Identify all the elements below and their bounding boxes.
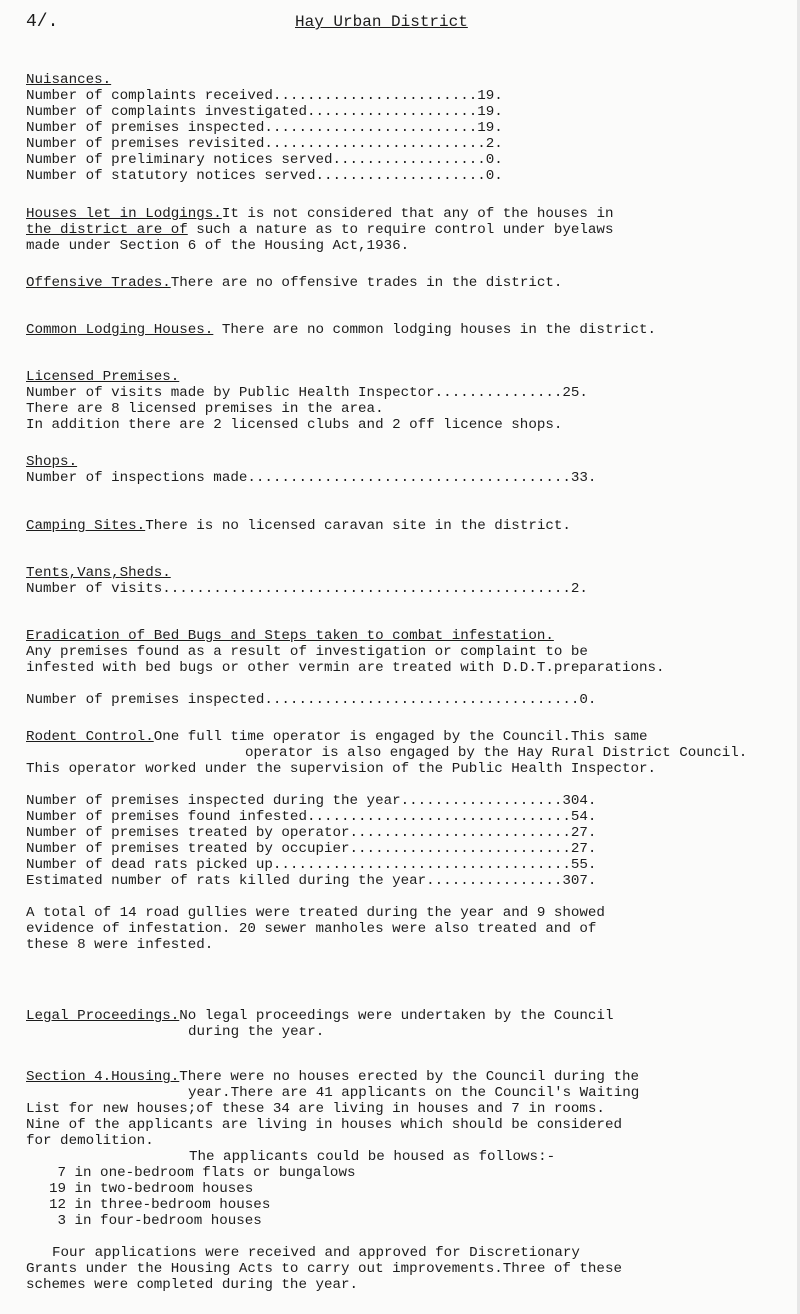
list-count: 7 [57,1165,66,1181]
stat-row: Number of visits................................................2. [26,581,588,597]
section-heading: Licensed Premises. [26,369,180,385]
stat-row: Number of visits made by Public Health Inspector...............25. [26,385,588,401]
paragraph-text: In addition there are 2 licensed clubs and 2 off licence shops. [26,417,563,433]
list-text: in one-bedroom flats or bungalows [74,1165,356,1181]
paragraph-text: Nine of the applicants are living in houses which should be considered [26,1117,622,1133]
list-item [26,1181,796,1197]
paragraph-text: There are 8 licensed premises in the area. [26,401,384,417]
paragraph-text: operator is also engaged by the Hay Rural District Council. [245,745,748,761]
section-nuisances [26,72,796,184]
paragraph-text: This operator worked under the supervision of the Public Health Inspector. [26,761,657,777]
section-heading: Tents,Vans,Sheds. [26,565,171,581]
stat-row: Estimated number of rats killed during the year................307. [26,873,597,889]
section-heading: Eradication of Bed Bugs and Steps taken to combat infestation. [26,628,554,644]
list-item [26,1197,796,1213]
section-housing [26,1069,796,1293]
list-text: in three-bedroom houses [74,1197,271,1213]
stat-row: Number of statutory notices served....................0. [26,168,503,184]
section-heading: Section 4.Housing. [26,1069,180,1085]
list-text: in two-bedroom houses [74,1181,254,1197]
paragraph-text: Four applications were received and approved for Discretionary [52,1245,580,1261]
paragraph-text: evidence of infestation. 20 sewer manholes were also treated and of [26,921,597,937]
section-licensed-premises [26,369,796,433]
section-heading: Offensive Trades. [26,275,171,291]
stat-row: Number of premises found infested...............................54. [26,809,597,825]
section-tents-vans-sheds [26,565,796,597]
stat-row: Number of premises treated by occupier..........................27. [26,841,597,857]
section-heading: Camping Sites. [26,518,146,534]
list-count: 3 [57,1213,66,1229]
paragraph-text: A total of 14 road gullies were treated during the year and 9 showed [26,905,605,921]
stat-row: Number of premises inspected.........................19. [26,120,503,136]
list-item [26,1213,796,1229]
section-camping-sites [26,518,796,534]
section-shops [26,454,796,486]
stat-row: Number of dead rats picked up...................................55. [26,857,597,873]
list-count: 19 [48,1181,66,1197]
page-header [0,14,800,38]
list-item [26,1165,796,1181]
stat-row: Number of premises revisited..........................2. [26,136,503,152]
section-houses-let [26,206,796,254]
section-heading: Houses let in Lodgings. [26,206,222,222]
running-title: Hay Urban District [295,13,468,31]
section-common-lodging [26,322,796,338]
paragraph-text: The applicants could be housed as follows:- [189,1149,556,1165]
page-number: 4/. [26,12,59,32]
section-heading: Shops. [26,454,78,470]
paragraph-text: Grants under the Housing Acts to carry out improvements.Three of these [26,1261,622,1277]
paragraph-text: schemes were completed during the year. [26,1277,359,1293]
paragraph-text: during the year. [188,1024,325,1040]
paragraph-text: There are no common lodging houses in the district. [213,322,657,338]
stat-row: Number of premises treated by operator..........................27. [26,825,597,841]
stat-row: Number of complaints investigated....................19. [26,104,503,120]
stat-row: Number of premises inspected.....................................0. [26,692,597,708]
paragraph-text: Any premises found as a result of investigation or complaint to be [26,644,588,660]
paragraph-text: There is no licensed caravan site in the district. [145,518,571,534]
paragraph-text: No legal proceedings were undertaken by the Council [179,1008,614,1024]
section-heading: Legal Proceedings. [26,1008,180,1024]
paragraph-text: It is not considered that any of the houses in [221,206,614,222]
list-text: in four-bedroom houses [74,1213,262,1229]
paragraph-text: for demolition. [26,1133,154,1149]
paragraph-text: There are no offensive trades in the district. [170,275,563,291]
section-heading: Nuisances. [26,72,112,88]
section-bed-bugs [26,628,796,708]
list-count: 12 [48,1197,66,1213]
paragraph-text: One full time operator is engaged by the Council.This same [153,729,648,745]
paragraph-text: made under Section 6 of the Housing Act,1936. [26,238,410,254]
section-rodent-control [26,729,796,953]
section-offensive-trades [26,275,796,291]
paragraph-text: List for new houses;of these 34 are living in houses and 7 in rooms. [26,1101,605,1117]
paragraph-text: There were no houses erected by the Council during the [179,1069,639,1085]
section-heading: Common Lodging Houses. [26,322,214,338]
stat-row: Number of complaints received........................19. [26,88,503,104]
paragraph-text: such a nature as to require control under byelaws [187,222,614,238]
stat-row: Number of preliminary notices served..................0. [26,152,503,168]
paragraph-text: the district are of [26,222,188,238]
paragraph-text: year.There are 41 applicants on the Council's Waiting [188,1085,640,1101]
paragraph-text: infested with bed bugs or other vermin are treated with D.D.T.preparations. [26,660,665,676]
paragraph-text: these 8 were infested. [26,937,214,953]
stat-row: Number of inspections made......................................33. [26,470,597,486]
section-heading: Rodent Control. [26,729,154,745]
stat-row: Number of premises inspected during the year...................304. [26,793,597,809]
section-legal-proceedings [26,1008,796,1040]
